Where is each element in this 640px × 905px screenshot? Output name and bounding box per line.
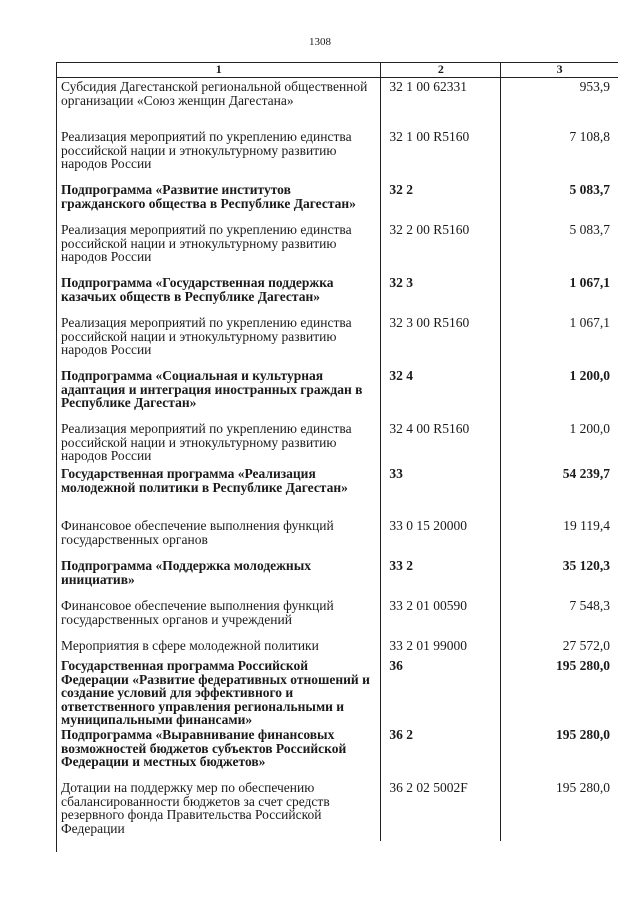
row-sum-cell: 19 119,4 [563, 518, 610, 533]
row-code-cell: 32 3 00 R5160 [381, 314, 501, 367]
row-sum-cell: 195 280,0 [556, 780, 610, 795]
table-row [57, 420, 618, 465]
row-code-cell: 32 3 [381, 274, 501, 314]
table-row [57, 314, 618, 367]
row-name-cell: Государственная программа «Реализация молодежной политики в Республике Дагестан» [57, 465, 381, 517]
table-row [57, 128, 618, 181]
row-sum-cell: 1 200,0 [569, 421, 610, 436]
row-sum-cell: 195 280,0 [556, 727, 610, 742]
row-code-cell: 32 1 00 R5160 [381, 128, 501, 181]
row-code-cell: 36 [381, 657, 501, 726]
row-code-cell: 32 4 00 R5160 [381, 420, 501, 465]
row-name-cell: Мероприятия в сфере молодежной политики [57, 637, 381, 657]
row-code-cell: 32 2 00 R5160 [381, 221, 501, 274]
table-row [57, 637, 618, 657]
row-code-cell: 33 2 [381, 557, 501, 597]
row-code-cell: 33 2 01 00590 [381, 597, 501, 637]
row-sum-cell: 1 067,1 [569, 315, 610, 330]
row-name-cell: Дотации на поддержку мер по обеспечению сбалансированности бюджетов за счет средств резервного фонда Правительства Российской Федерации [57, 779, 381, 841]
row-sum-cell: 195 280,0 [556, 658, 610, 673]
table-row [57, 597, 618, 637]
row-sum-cell: 5 083,7 [569, 182, 610, 197]
table-row [57, 517, 618, 557]
table-row [57, 78, 618, 128]
row-code-cell: 32 4 [381, 367, 501, 420]
row-name-cell: Реализация мероприятий по укреплению единства российской нации и этнокультурному развитию народов России [57, 314, 381, 367]
table-header [57, 63, 618, 78]
row-code-cell: 32 2 [381, 181, 501, 221]
row-sum-cell: 27 572,0 [562, 638, 610, 653]
row-code-cell: 33 2 01 99000 [381, 637, 501, 657]
row-name-cell: Субсидия Дагестанской региональной общественной организации «Союз женщин Дагестана» [57, 78, 381, 128]
row-code-cell: 36 2 02 5002F [381, 779, 501, 841]
table-row [57, 779, 618, 841]
row-sum-cell: 54 239,7 [562, 466, 610, 481]
row-code-cell: 36 2 [381, 726, 501, 779]
table-body [57, 78, 618, 841]
row-sum-cell: 35 120,3 [562, 558, 610, 573]
row-code-cell: 32 1 00 62331 [381, 78, 501, 128]
row-name-cell: Подпрограмма «Развитие институтов гражданского общества в Республике Дагестан» [57, 181, 381, 221]
row-code-cell: 33 [381, 465, 501, 517]
table-row [57, 465, 618, 517]
row-name-cell: Реализация мероприятий по укреплению единства российской нации и этнокультурному развитию народов России [57, 128, 381, 181]
page-number: 1308 [309, 36, 331, 48]
row-sum-cell: 1 067,1 [569, 275, 610, 290]
row-name-cell: Реализация мероприятий по укреплению единства российской нации и этнокультурному развитию народов России [57, 420, 381, 465]
row-sum-cell: 1 200,0 [569, 368, 610, 383]
row-sum-cell: 7 108,8 [569, 129, 610, 144]
header-col-1: 1 [57, 63, 381, 77]
table-row [57, 367, 618, 420]
row-sum-cell: 7 548,3 [569, 598, 610, 613]
table-row [57, 557, 618, 597]
row-name-cell: Государственная программа Российской Федерации «Развитие федеративных отношений и создание условий для эффективного и ответственного управления региональными и муниципальными финансами» [57, 657, 381, 726]
table-row [57, 726, 618, 779]
table-row [57, 657, 618, 726]
row-sum-cell: 5 083,7 [569, 222, 610, 237]
table-row [57, 181, 618, 221]
row-code-cell: 33 0 15 20000 [381, 517, 501, 557]
row-name-cell: Подпрограмма «Социальная и культурная адаптация и интеграция иностранных граждан в Республике Дагестан» [57, 367, 381, 420]
row-name-cell: Подпрограмма «Выравнивание финансовых возможностей бюджетов субъектов Российской Федерации и местных бюджетов» [57, 726, 381, 779]
table-row [57, 274, 618, 314]
header-col-2: 2 [381, 63, 501, 77]
budget-table [56, 62, 618, 852]
row-name-cell: Подпрограмма «Государственная поддержка казачьих обществ в Республике Дагестан» [57, 274, 381, 314]
header-col-3: 3 [556, 62, 563, 76]
row-sum-cell: 953,9 [579, 79, 610, 94]
row-name-cell: Финансовое обеспечение выполнения функций государственных органов и учреждений [57, 597, 381, 637]
row-name-cell: Подпрограмма «Поддержка молодежных инициатив» [57, 557, 381, 597]
table-row [57, 221, 618, 274]
row-name-cell: Реализация мероприятий по укреплению единства российской нации и этнокультурному развитию народов России [57, 221, 381, 274]
row-name-cell: Финансовое обеспечение выполнения функций государственных органов [57, 517, 381, 557]
